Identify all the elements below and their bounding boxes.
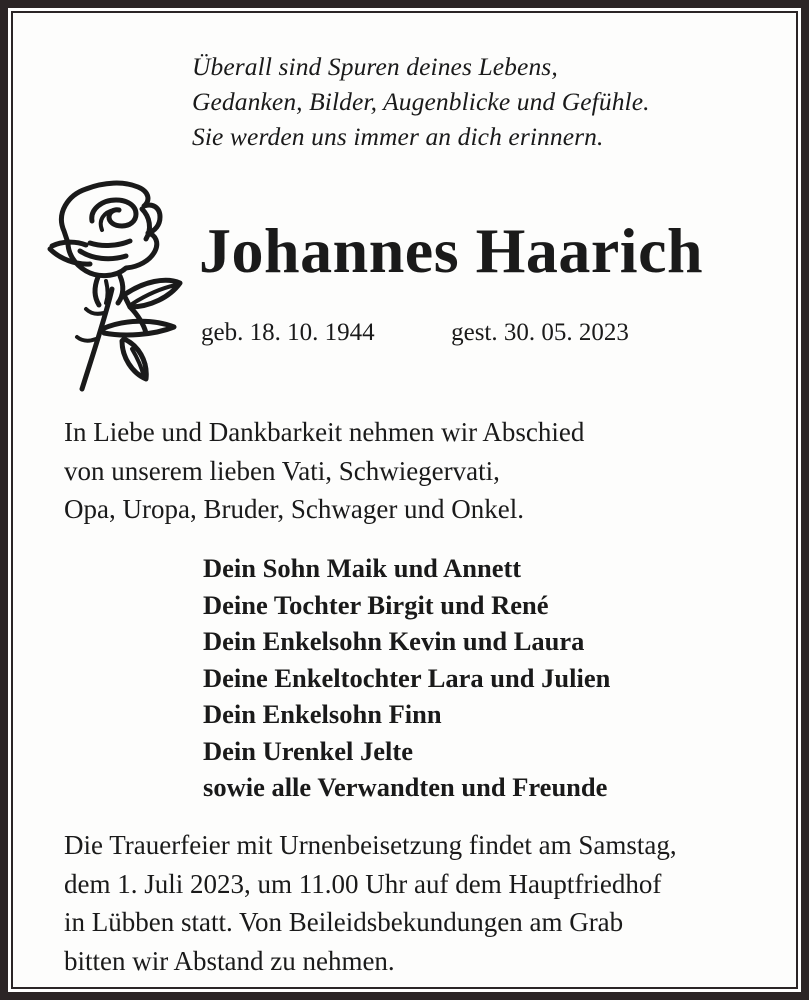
death-date: gest. 30. 05. 2023: [451, 319, 629, 346]
farewell-line: In Liebe und Dankbarkeit nehmen wir Abschied: [64, 417, 585, 447]
deceased-name: Johannes Haarich: [199, 215, 704, 286]
mourner-line: Dein Enkelsohn Finn: [203, 699, 442, 729]
frame-gap: [8, 8, 801, 992]
life-dates: [201, 317, 629, 349]
funeral-details-line: in Lübben statt. Von Beileidsbekundungen am Grab: [64, 907, 624, 937]
farewell-line: von unserem lieben Vati, Schwiegervati,: [64, 455, 500, 486]
funeral-details-line: bitten wir Abstand zu nehmen.: [64, 945, 395, 976]
verse-line: Gedanken, Bilder, Augenblicke und Gefühle.: [192, 87, 650, 116]
farewell-paragraph: [64, 413, 764, 529]
funeral-details: [64, 826, 764, 980]
farewell-line: Opa, Uropa, Bruder, Schwager und Onkel.: [64, 494, 525, 524]
mourner-line: Deine Tochter Birgit und René: [203, 589, 549, 620]
mourner-line: Deine Enkeltochter Lara und Julien: [203, 662, 611, 693]
mourner-line: Dein Urenkel Jelte: [203, 735, 413, 766]
funeral-details-line: dem 1. Juli 2023, um 11.00 Uhr auf dem Hauptfriedhof: [64, 868, 662, 899]
verse-line: Sie werden uns immer an dich erinnern.: [192, 122, 604, 151]
memorial-verse: [192, 49, 792, 154]
mourners-list: [203, 550, 763, 806]
funeral-details-line: Die Trauerfeier mit Urnenbeisetzung findet am Samstag,: [64, 830, 677, 860]
mourner-line: Dein Enkelsohn Kevin und Laura: [203, 626, 585, 656]
verse-line: Überall sind Spuren deines Lebens,: [192, 52, 558, 81]
mourner-line: sowie alle Verwandten und Freunde: [203, 772, 608, 802]
birth-date: geb. 18. 10. 1944: [201, 319, 375, 346]
notice-content-area: [11, 11, 798, 989]
mourner-line: Dein Sohn Maik und Annett: [203, 553, 522, 583]
rose-illustration: [46, 173, 196, 403]
